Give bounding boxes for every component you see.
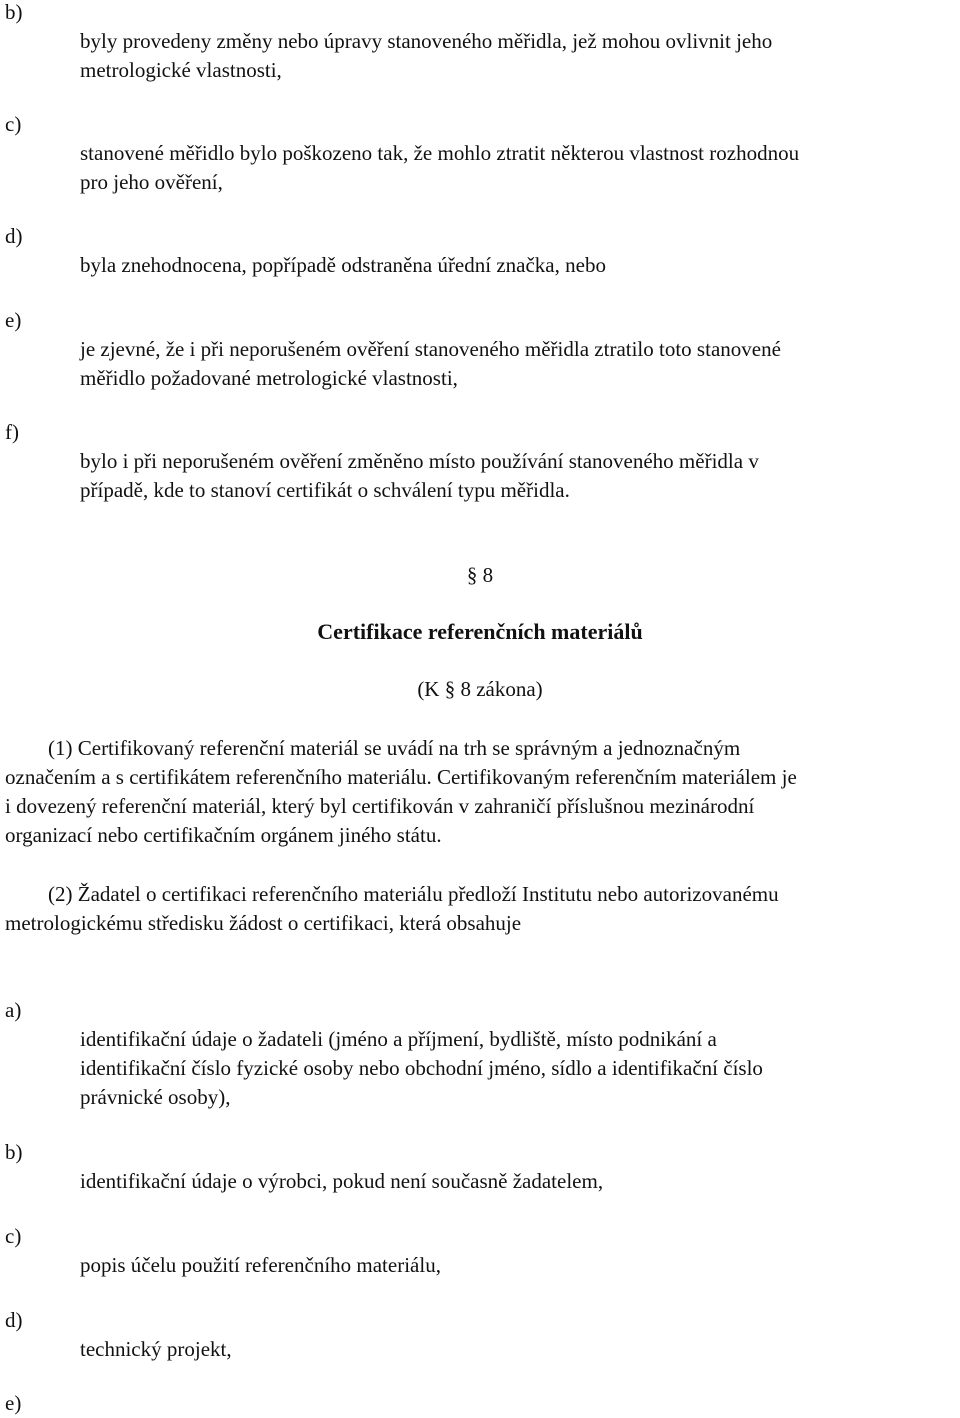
section-title: Certifikace referenčních materiálů: [317, 619, 643, 644]
list-item-e-line2: měřidlo požadované metrologické vlastnosti,: [80, 366, 458, 390]
paragraph-1-line4: organizací nebo certifikačním orgánem jiného státu.: [5, 823, 442, 847]
list-label-d: d): [5, 224, 23, 248]
paragraph-1-line1: (1) Certifikovaný referenční materiál se uvádí na trh se správným a jednoznačným: [48, 736, 741, 760]
list-label-b: b): [5, 0, 23, 24]
list-item-d2-line1: technický projekt,: [80, 1337, 232, 1361]
list-item-b2-line1: identifikační údaje o výrobci, pokud není současně žadatelem,: [80, 1169, 604, 1193]
list-item-b-line2: metrologické vlastnosti,: [80, 58, 282, 82]
list-label-e: e): [5, 308, 22, 332]
list-label-f: f): [5, 420, 19, 444]
paragraph-1-line3: i dovezený referenční materiál, který byl certifikován v zahraničí příslušnou mezinárodní: [5, 794, 755, 818]
list-item-e-line1: je zjevné, že i při neporušeném ověření stanoveného měřidla ztratilo toto stanovené: [80, 337, 781, 361]
paragraph-2-line1: (2) Žadatel o certifikaci referenčního materiálu předloží Institutu nebo autorizovanému: [48, 882, 779, 906]
list-item-a-line3: právnické osoby),: [80, 1085, 231, 1109]
list-label-c2: c): [5, 1224, 22, 1248]
list-item-f-line2: případě, kde to stanoví certifikát o schválení typu měřidla.: [80, 478, 570, 502]
list-item-c-line1: stanovené měřidlo bylo poškozeno tak, že mohlo ztratit některou vlastnost rozhodnou: [80, 141, 800, 165]
paragraph-1-line2: označením a s certifikátem referenčního materiálu. Certifikovaným referenčním materiálem je: [5, 765, 797, 789]
list-item-a-line2: identifikační číslo fyzické osoby nebo obchodní jméno, sídlo a identifikační číslo: [80, 1056, 763, 1080]
list-item-b-line1: byly provedeny změny nebo úpravy stanoveného měřidla, jež mohou ovlivnit jeho: [80, 29, 773, 53]
list-label-b2: b): [5, 1140, 23, 1164]
section-number: § 8: [466, 563, 494, 587]
list-label-d2: d): [5, 1308, 23, 1332]
section-reference: (K § 8 zákona): [417, 677, 543, 701]
list-item-a-line1: identifikační údaje o žadateli (jméno a příjmení, bydliště, místo podnikání a: [80, 1027, 717, 1051]
list-label-c: c): [5, 112, 22, 136]
list-item-d-line1: byla znehodnocena, popřípadě odstraněna úřední značka, nebo: [80, 253, 606, 277]
paragraph-2-line2: metrologickému středisku žádost o certifikaci, která obsahuje: [5, 911, 522, 935]
list-item-c2-line1: popis účelu použití referenčního materiálu,: [80, 1253, 441, 1277]
list-item-f-line1: bylo i při neporušeném ověření změněno místo používání stanoveného měřidla v: [80, 449, 759, 473]
list-item-c-line2: pro jeho ověření,: [80, 170, 223, 194]
list-label-e2: e): [5, 1391, 22, 1415]
list-label-a: a): [5, 998, 22, 1022]
